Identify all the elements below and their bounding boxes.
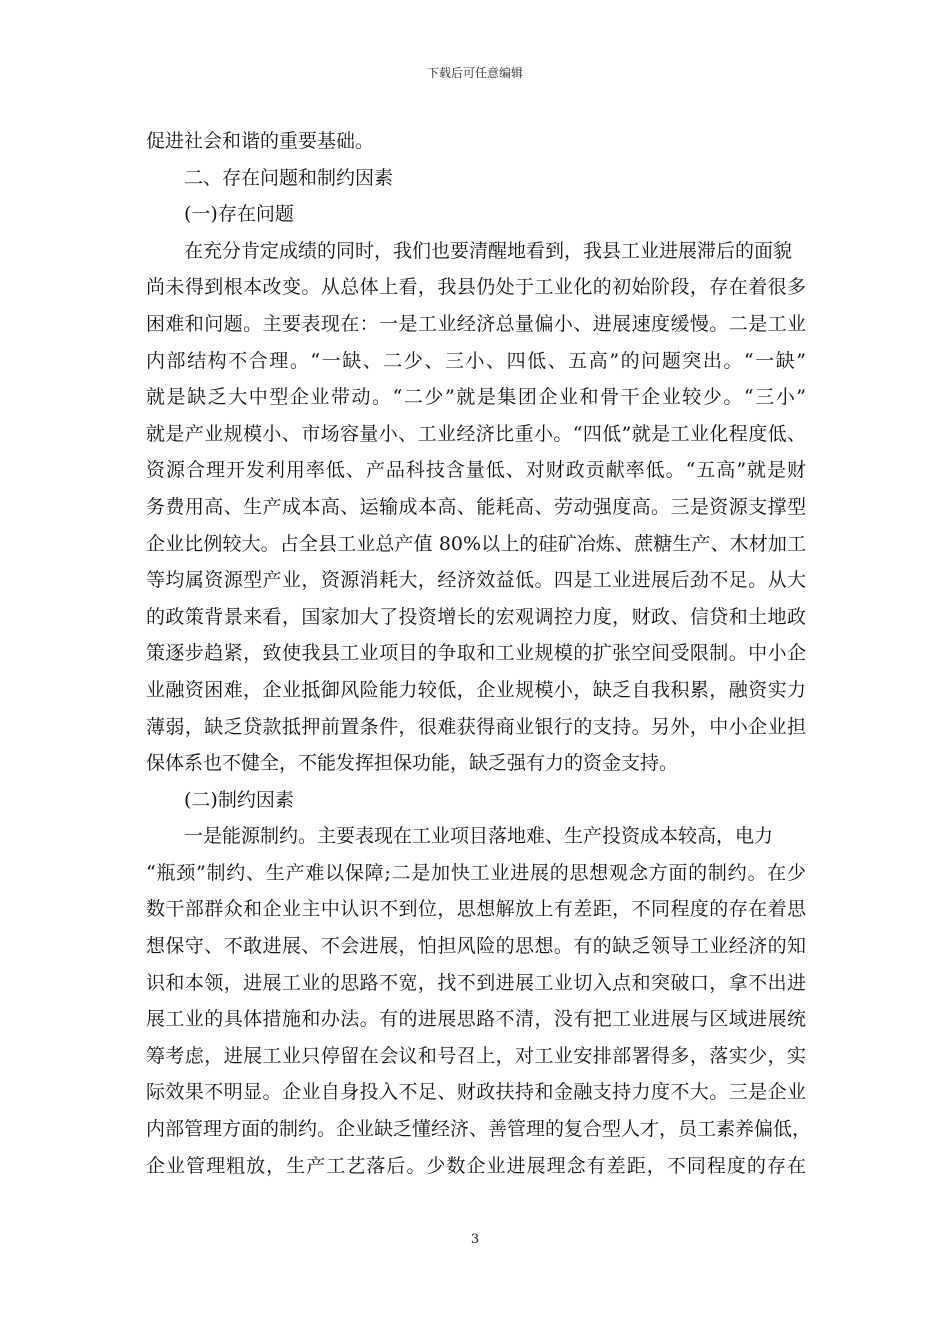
text-line: 内部结构不合理。“一缺、二少、三小、四低、五高”的问题突出。“一缺”	[146, 349, 806, 372]
text-line: 策逐步趋紧，致使我县工业项目的争取和工业规模的扩张空间受限制。中小企	[146, 642, 806, 665]
text-line: 保体系也不健全，不能发挥担保功能，缺乏强有力的资金支持。	[146, 752, 679, 775]
text-line: 困难和问题。主要表现在：一是工业经济总量偏小、进展速度缓慢。二是工业	[146, 312, 806, 335]
text-line: 务费用高、生产成本高、运输成本高、能耗高、劳动强度高。三是资源支撑型	[146, 495, 806, 518]
text-line: 资源合理开发利用率低、产品科技含量低、对财政贡献率低。“五高”就是财	[146, 459, 806, 482]
text-line: 就是产业规模小、市场容量小、工业经济比重小。“四低”就是工业化程度低、	[146, 422, 806, 445]
text-line: 际效果不明显。企业自身投入不足、财政扶持和金融支持力度不大。三是企业	[146, 1081, 806, 1104]
document-body	[146, 123, 812, 1184]
subsection-heading: (二)制约因素	[184, 788, 294, 811]
text-line: 就是缺乏大中型企业带动。“二少”就是集团企业和骨干企业较少。“三小”	[146, 386, 806, 409]
text-line: 企业管理粗放，生产工艺落后。少数企业进展理念有差距，不同程度的存在	[146, 1154, 806, 1177]
text-line: 筹考虑，进展工业只停留在会议和号召上，对工业安排部署得多，落实少，实	[146, 1044, 806, 1067]
text-line: 识和本领，进展工业的思路不宽，找不到进展工业切入点和突破口，拿不出进	[146, 971, 806, 994]
text-line: 的政策背景来看，国家加大了投资增长的宏观调控力度，财政、信贷和土地政	[146, 605, 806, 628]
page-header: 下载后可任意编辑	[426, 66, 523, 80]
text-line: 薄弱，缺乏贷款抵押前置条件，很难获得商业银行的支持。另外，中小企业担	[146, 715, 806, 738]
text-line: 等均属资源型产业，资源消耗大，经济效益低。四是工业进展后劲不足。从大	[146, 569, 806, 592]
text-line: “瓶颈”制约、生产难以保障;二是加快工业进展的思想观念方面的制约。在少	[146, 861, 806, 884]
subsection-heading: (一)存在问题	[184, 203, 294, 226]
section-heading: 二、存在问题和制约因素	[184, 166, 394, 189]
text-line: 数干部群众和企业主中认识不到位，思想解放上有差距，不同程度的存在着思	[146, 898, 806, 921]
text-line: 一是能源制约。主要表现在工业项目落地难、生产投资成本较高，电力	[184, 825, 774, 848]
text-line: 促进社会和谐的重要基础。	[146, 130, 375, 152]
text-line: 业融资困难，企业抵御风险能力较低，企业规模小，缺乏自我积累，融资实力	[146, 678, 806, 701]
text-line: 在充分肯定成绩的同时，我们也要清醒地看到，我县工业进展滞后的面貌	[184, 239, 793, 262]
page-number: 3	[470, 1232, 480, 1247]
text-line: 企业比例较大。占全县工业总产值 80%以上的硅矿冶炼、蔗糖生产、木材加工	[146, 532, 806, 555]
text-line: 内部管理方面的制约。企业缺乏懂经济、善管理的复合型人才，员工素养偏低，	[146, 1118, 812, 1141]
text-line: 尚未得到根本改变。从总体上看，我县仍处于工业化的初始阶段，存在着很多	[146, 276, 806, 299]
text-line: 展工业的具体措施和办法。有的进展思路不清，没有把工业进展与区域进展统	[146, 1008, 806, 1031]
text-line: 想保守、不敢进展、不会进展，怕担风险的思想。有的缺乏领导工业经济的知	[146, 935, 806, 958]
